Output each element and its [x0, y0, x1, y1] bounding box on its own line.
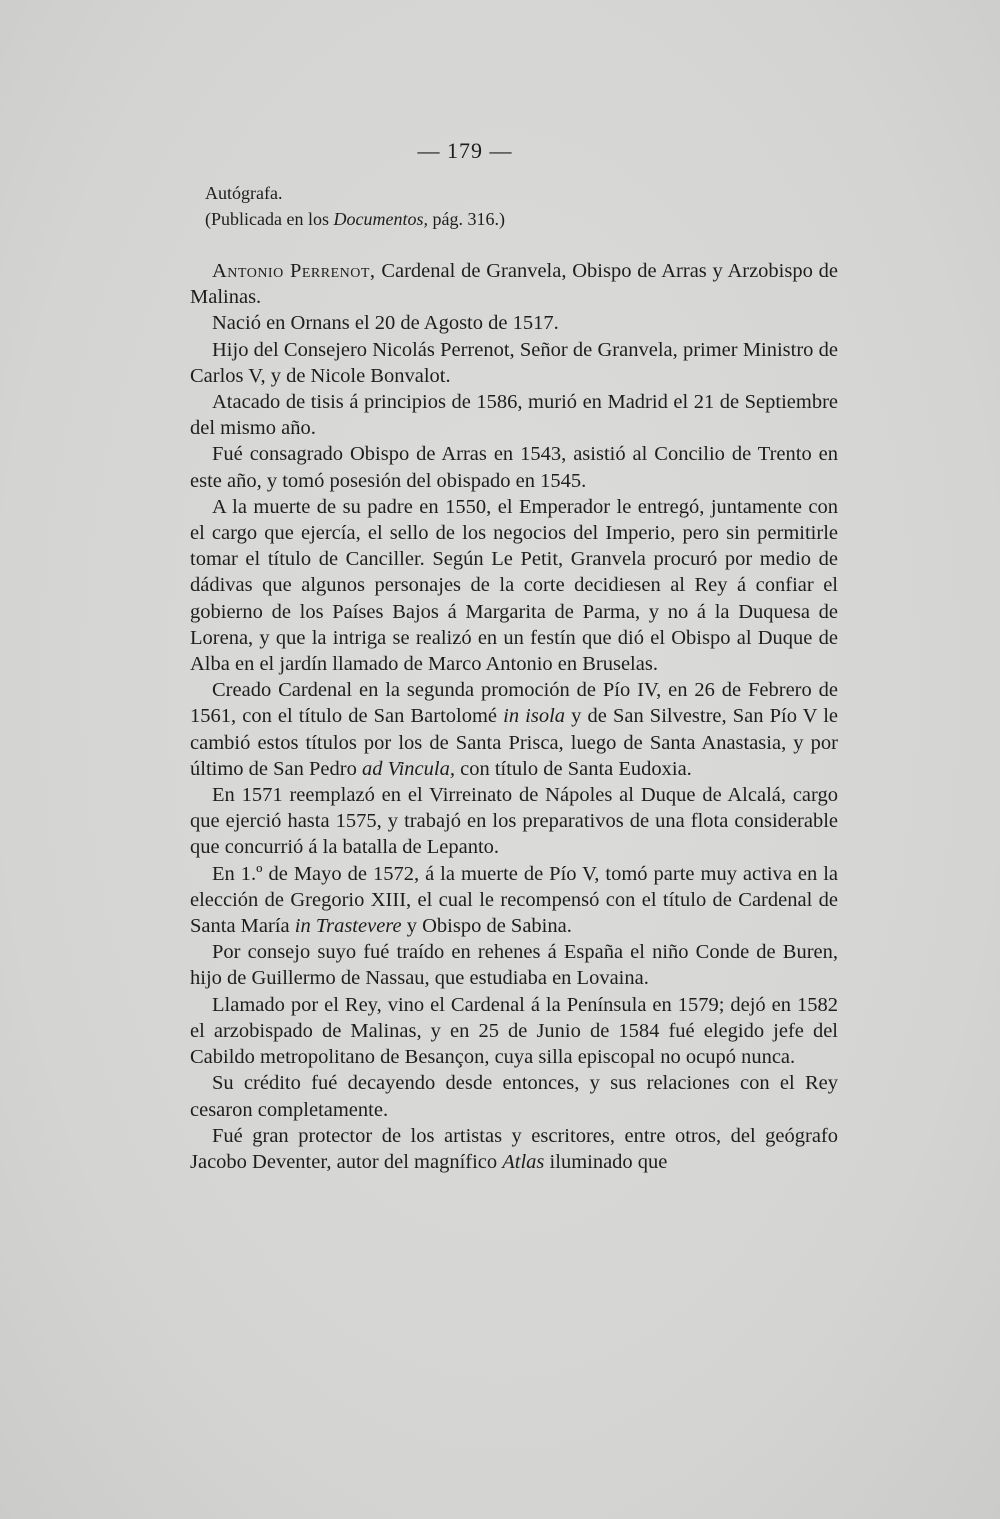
- paragraph-11: Llamado por el Rey, vino el Cardenal á la Península en 1579; dejó en 1582 el arzobispado de Malinas, y en 25 de Junio de 1584 fué elegido jefe del Cabildo metropolitano de Besançon, cuya silla episcopal no ocupó nunca.: [190, 993, 838, 1069]
- paragraph-12: Su crédito fué decayendo desde entonces, y sus relaciones con el Rey cesaron completamente.: [190, 1072, 838, 1121]
- paragraph-text: iluminado que: [544, 1150, 668, 1173]
- paragraph-9: [190, 861, 838, 940]
- biography-text: [190, 258, 838, 1175]
- paragraph-6: A la muerte de su padre en 1550, el Emperador le entregó, juntamente con el cargo que ejercía, el sello de los negocios del Imperio, pero sin permitirle tomar el título de Canciller. Según Le Petit, Granvela procuró por medio de dádivas que algunos personajes de la corte decidiesen al Rey á confiar el gobierno de los Países Bajos á Margarita de Parma, y no á la Duquesa de Lorena, y que la intriga se realizó en un festín que dió el Obispo al Duque de Alba en el jardín llamado de Marco Antonio en Bruselas.: [190, 495, 838, 676]
- paragraph-text: y Obispo de Sabina.: [401, 915, 572, 938]
- source-line-publication: [205, 206, 705, 232]
- paragraph-1: [190, 258, 838, 310]
- page-number: — 179 —: [417, 138, 513, 163]
- paragraph-text: En 1.º de Mayo de 1572, á la muerte de Pío V, tomó parte muy activa en la elección de Gregorio XIII, el cual le recompensó con el título de Cardenal de Santa María: [190, 862, 838, 938]
- italic-text: in Trastevere: [294, 915, 402, 938]
- paragraph-13: [190, 1123, 838, 1175]
- source-text: pág. 316.): [427, 209, 505, 229]
- paragraph-text: Cardenal de Granvela, Obispo de Arras y Arzobispo de Malinas.: [190, 260, 838, 309]
- source-text: (Publicada en los: [205, 209, 334, 229]
- paragraph-8: En 1571 reemplazó en el Virreinato de Nápoles al Duque de Alcalá, cargo que ejerció hasta 1575, y trabajó en los preparativos de una flota considerable que concurrió á la batalla de Lepanto.: [190, 784, 838, 859]
- italic-text: ad Vincula,: [361, 757, 455, 780]
- paragraph-2: Nació en Ornans el 20 de Agosto de 1517.: [212, 312, 559, 335]
- source-note: [205, 180, 705, 232]
- source-line-autograph: Autógrafa.: [205, 183, 283, 203]
- person-name: Antonio Perrenot,: [212, 260, 376, 282]
- paragraph-text: y de San Silvestre, San Pío V le cambió estos títulos por los de Santa Prisca, luego de Santa Anastasia, y por último de San Pedro: [190, 705, 838, 780]
- paragraph-10: Por consejo suyo fué traído en rehenes á España el niño Conde de Buren, hijo de Guillermo de Nassau, que estudiaba en Lovaina.: [190, 941, 838, 990]
- paragraph-3: Hijo del Consejero Nicolás Perrenot, Señor de Granvela, primer Ministro de Carlos V, y de Nicole Bonvalot.: [190, 338, 838, 387]
- paragraph-5: Fué consagrado Obispo de Arras en 1543, asistió al Concilio de Trento en este año, y tomó posesión del obispado en 1545.: [190, 443, 838, 492]
- paragraph-4: Atacado de tisis á principios de 1586, murió en Madrid el 21 de Septiembre del mismo año.: [190, 391, 838, 440]
- italic-text: Atlas: [502, 1150, 545, 1173]
- paragraph-text: Fué gran protector de los artistas y escritores, entre otros, del geógrafo Jacobo Deventer, autor del magnífico: [190, 1124, 838, 1173]
- italic-text: in isola: [503, 705, 566, 728]
- source-italic: Documentos,: [333, 209, 428, 229]
- paragraph-text: con título de Santa Eudoxia.: [454, 757, 692, 780]
- paragraph-7: [190, 677, 838, 782]
- paragraph-text: Creado Cardenal en la segunda promoción de Pío IV, en 26 de Febrero de 1561, con el título de San Bartolomé: [190, 679, 838, 728]
